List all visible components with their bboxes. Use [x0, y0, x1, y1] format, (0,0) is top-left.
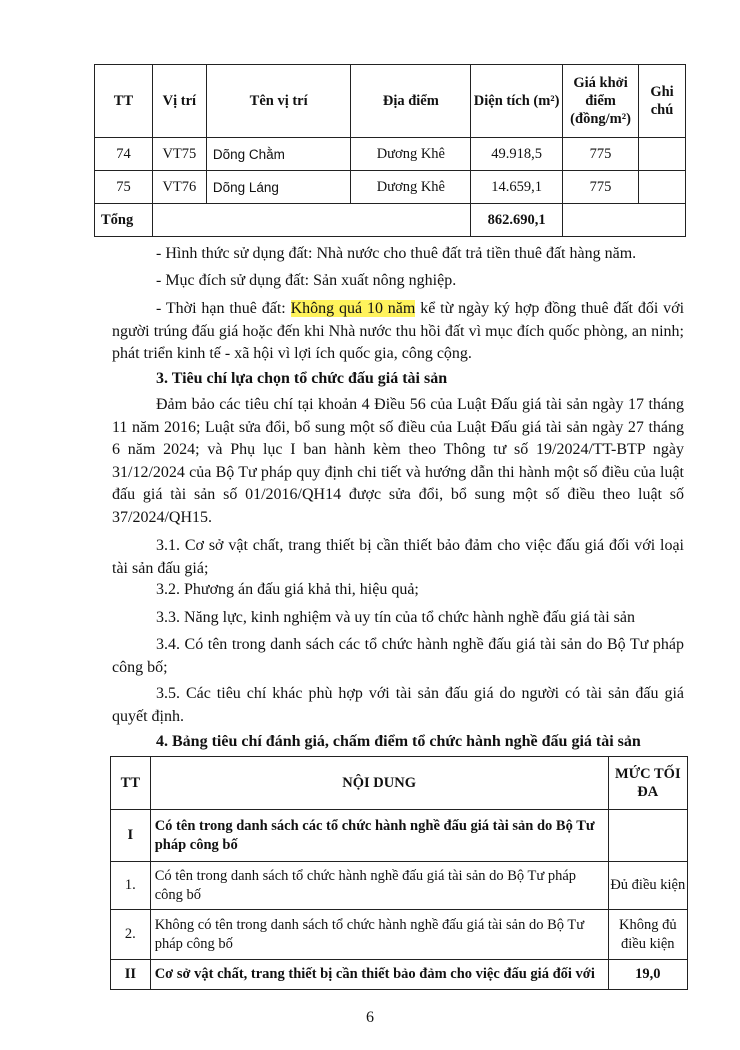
header-tt: TT	[95, 65, 153, 138]
cell-ten-vi-tri: Dõng Láng	[206, 171, 351, 204]
cell-dien-tich: 49.918,5	[471, 138, 563, 171]
section-3-heading: 3. Tiêu chí lựa chọn tổ chức đấu giá tài sản	[156, 370, 448, 387]
table-row	[111, 810, 688, 862]
table-row	[95, 171, 686, 204]
cell-ghi-chu	[639, 138, 686, 171]
cell-tt: 2.	[111, 910, 151, 960]
para-3-4: 3.4. Có tên trong danh sách các tổ chức hành nghề đấu giá tài sản do Bộ Tư pháp công bố;	[112, 636, 684, 676]
header-muc-toi-da: MỨC TỐI ĐA	[608, 757, 687, 810]
cell-content: Có tên trong danh sách các tổ chức hành nghề đấu giá tài sản do Bộ Tư pháp công bố	[150, 810, 608, 862]
scoring-criteria-table	[110, 756, 688, 990]
cell-tt: I	[111, 810, 151, 862]
table-header-row	[111, 757, 688, 810]
para-thoi-han	[112, 298, 684, 366]
header-ghi-chu: Ghi chú	[639, 65, 686, 138]
cell-tt: 1.	[111, 862, 151, 910]
cell-content: Có tên trong danh sách tổ chức hành nghề đấu giá tài sản do Bộ Tư pháp công bố	[150, 862, 608, 910]
cell-max: 19,0	[608, 960, 687, 990]
header-dien-tich: Diện tích (m²)	[471, 65, 563, 138]
total-empty	[152, 204, 470, 237]
header-gia-khoi-diem: Giá khởi điểm (đồng/m²)	[563, 65, 639, 138]
para-3-3: 3.3. Năng lực, kinh nghiệm và uy tín của tổ chức hành nghề đấu giá tài sản	[156, 609, 635, 626]
page-number: 6	[366, 1009, 374, 1026]
cell-tt: 75	[95, 171, 153, 204]
total-label: Tổng	[95, 204, 153, 237]
total-empty-right	[563, 204, 686, 237]
cell-vi-tri: VT75	[152, 138, 206, 171]
para-3-2: 3.2. Phương án đấu giá khả thi, hiệu quả;	[156, 581, 419, 598]
cell-dien-tich: 14.659,1	[471, 171, 563, 204]
table-header-row	[95, 65, 686, 138]
table-row	[95, 138, 686, 171]
header-ten-vi-tri: Tên vị trí	[206, 65, 351, 138]
land-plots-table	[94, 64, 686, 237]
cell-dia-diem: Dương Khê	[351, 138, 471, 171]
para-dam-bao: Đảm bảo các tiêu chí tại khoản 4 Điều 56 của Luật Đấu giá tài sản ngày 17 tháng 11 năm 2016; Luật sửa đổi, bổ sung một số điều của Luật Đấu giá tài sản ngày 27 tháng 6 năm 2024; và Phụ lục I ban hành kèm theo Thông tư số 19/2024/TT-BTP ngày 31/12/2024 của Bộ Tư pháp quy định chi tiết và hướng dẫn thi hành một số điều của luật đấu giá tài sản số 01/2016/QH14 được sửa đổi, bổ sung một số điều theo luật số 37/2024/QH15.	[112, 396, 684, 526]
cell-vi-tri: VT76	[152, 171, 206, 204]
para-3-5: 3.5. Các tiêu chí khác phù hợp với tài sản đấu giá do người có tài sản đấu giá quyết định.	[112, 685, 684, 725]
thoi-han-rest: kể từ ngày ký hợp đồng thuê đất đối với người trúng đấu giá hoặc đến khi Nhà nước thu hồi đất vì mục đích quốc phòng, an ninh; phát triển kinh tế - xã hội vì lợi ích quốc gia, công cộng.	[112, 300, 685, 362]
cell-ghi-chu	[639, 171, 686, 204]
highlighted-term: Không quá 10 năm	[290, 300, 416, 317]
cell-tt: II	[111, 960, 151, 990]
header-vi-tri: Vị trí	[152, 65, 206, 138]
cell-max: Đủ điều kiện	[608, 862, 687, 910]
cell-max	[608, 810, 687, 862]
header-noi-dung: NỘI DUNG	[150, 757, 608, 810]
cell-dia-diem: Dương Khê	[351, 171, 471, 204]
para-muc-dich: - Mục đích sử dụng đất: Sản xuất nông nghiệp.	[156, 272, 457, 289]
header-dia-diem: Địa điểm	[351, 65, 471, 138]
table-row	[111, 960, 688, 990]
thoi-han-prefix: - Thời hạn thuê đất:	[156, 300, 291, 317]
cell-tt: 74	[95, 138, 153, 171]
table-row	[111, 910, 688, 960]
para-hinh-thuc: - Hình thức sử dụng đất: Nhà nước cho thuê đất trả tiền thuê đất hàng năm.	[156, 245, 637, 262]
total-value: 862.690,1	[471, 204, 563, 237]
cell-content: Không có tên trong danh sách tổ chức hành nghề đấu giá tài sản do Bộ Tư pháp công bố	[150, 910, 608, 960]
cell-ten-vi-tri: Dõng Chằm	[206, 138, 351, 171]
cell-max: Không đủ điều kiện	[608, 910, 687, 960]
header-tt: TT	[111, 757, 151, 810]
table-total-row	[95, 204, 686, 237]
para-3-1: 3.1. Cơ sở vật chất, trang thiết bị cần thiết bảo đảm cho việc đấu giá đối với loại tài sản đấu giá;	[112, 537, 684, 577]
cell-gia: 775	[563, 171, 639, 204]
cell-gia: 775	[563, 138, 639, 171]
table-row	[111, 862, 688, 910]
cell-content: Cơ sở vật chất, trang thiết bị cần thiết bảo đảm cho việc đấu giá đối với	[150, 960, 608, 990]
section-4-heading: 4. Bảng tiêu chí đánh giá, chấm điểm tổ chức hành nghề đấu giá tài sản	[156, 733, 641, 750]
